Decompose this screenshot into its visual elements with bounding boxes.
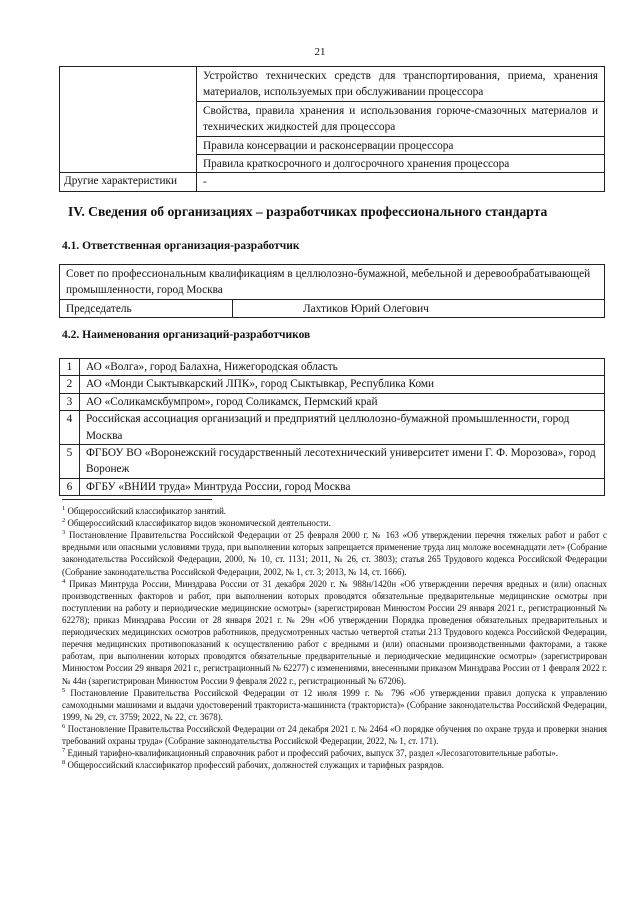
table-cell-label: Другие характеристики — [60, 173, 197, 191]
footnote-marker: 4 — [62, 577, 66, 585]
table-row — [60, 411, 605, 445]
row-number: 2 — [60, 376, 80, 393]
table-cell-label — [60, 67, 197, 173]
row-number: 4 — [60, 411, 80, 445]
footnote-marker: 1 — [62, 505, 66, 513]
table-row — [60, 393, 605, 410]
footnote-text: Общероссийский классификатор занятий. — [67, 506, 227, 516]
footnote-text: Единый тарифно-квалификационный справочник работ и профессий рабочих, выпуск 37, раздел «Лесозаготовительные работы». — [67, 748, 558, 759]
developers-title: 4.2. Наименования организаций-разработчиков — [62, 329, 311, 341]
footnote-marker: 8 — [62, 759, 66, 767]
footnote — [62, 723, 607, 747]
footnote-text: Постановление Правительства Российской Федерации от 25 февраля 2000 г. № 163 «Об утверждении перечня тяжелых работ и работ с вредными или опасными условиями труда, при выполнении которых запрещается применение труда лиц моложе восемнадцати лет» (Собрание законодательства Российской Федерации, 2000, № 10, ст. 1131; 2011, № 26, ст. 3803); статья 265 Трудового кодекса Российской Федерации (Собрание законодательства Российской Федерации, 2002, № 1, ст. 3; 2013, № 14, ст. 1666). — [62, 530, 607, 577]
footnote-marker: 3 — [62, 529, 66, 537]
footnote-marker: 6 — [62, 723, 66, 730]
developer-name: Российская ассоциация организаций и предприятий целлюлозно-бумажной промышленности, город Москва — [80, 411, 605, 445]
row-number: 5 — [60, 444, 80, 478]
footnotes — [62, 505, 607, 771]
footnote-marker: 7 — [62, 747, 66, 755]
footnote-marker: 5 — [62, 686, 66, 694]
footnote — [62, 529, 607, 577]
top-characteristics-table — [59, 66, 605, 192]
table-row — [60, 173, 605, 191]
footnote-text: Постановление Правительства Российской Федерации от 12 июля 1999 г. № 796 «Об утверждении правил допуска к управлению самоходными машинами и выдачи удостоверений тракториста-машиниста (тракториста)» (Собрание законодательства Российской Федерации, 1999, № 29, ст. 3759; 2022, № 22, ст. 3678). — [62, 687, 608, 722]
table-cell-text: Правила краткосрочного и долгосрочного хранения процессора — [197, 154, 605, 172]
footnote — [62, 759, 607, 771]
table-row — [60, 478, 605, 495]
row-number: 6 — [60, 478, 80, 495]
chair-name: Лахтиков Юрий Олегович — [233, 299, 605, 317]
table-cell-text: Свойства, правила хранения и использования горюче-смазочных материалов и технических жидкостей для процессора — [197, 101, 605, 136]
developer-name: ФГБУ «ВНИИ труда» Минтруда России, город Москва — [80, 478, 605, 495]
table-row — [60, 299, 605, 317]
row-number: 3 — [60, 393, 80, 410]
table-row — [60, 376, 605, 393]
table-row — [60, 444, 605, 478]
developer-name: АО «Монди Сыктывкарский ЛПК», город Сыктывкар, Республика Коми — [80, 376, 605, 393]
footnote-text: Общероссийский классификатор видов экономической деятельности. — [67, 518, 331, 529]
table-cell-text: Устройство технических средств для транспортирования, приема, хранения материалов, используемых при обслуживании процессора — [197, 67, 605, 102]
footnote — [62, 578, 607, 687]
footnote-text: Общероссийский классификатор профессий рабочих, должностей служащих и тарифных разрядов. — [67, 760, 444, 771]
footnote-text: Постановление Правительства Российской Федерации от 24 декабря 2021 г. № 2464 «О порядке обучения по охране труда и проверки знания требований охраны труда» (Собрание законодательства Российской Федерации, 2022, № 1, ст. 171). — [62, 723, 608, 747]
footnote — [62, 687, 607, 723]
table-row — [60, 67, 605, 102]
footnote — [62, 747, 607, 759]
section-title: IV. Сведения об организациях – разработчиках профессионального стандарта — [68, 204, 548, 219]
footnote-text: Приказ Минтруда России, Минздрава России от 31 декабря 2020 г. № 988н/1420н «Об утверждении перечня вредных и (или) опасных производственных факторов и работ, при выполнении которых проводятся обязательные предварительные медицинские осмотры при поступлении на работу и периодические медицинские осмотры» (зарегистрирован Минюстом России 29 января 2021 г., регистрационный № 62278); приказ Минздрава России от 28 января 2021 г. № 29н «Об утверждении Порядка проведения обязательных предварительных и периодических медицинских осмотров работников, предусмотренных частью четвертой статьи 213 Трудового кодекса Российской Федерации, перечня медицинских противопоказаний к осуществлению работ с вредными и (или) опасными производственными факторами, а также работам, при выполнении которых проводятся обязательные предварительные и периодические медицинские осмотры» (зарегистрирован Минюстом России 29 января 2021 г., регистрационный № 62277) с изменениями, внесенными приказом Минздрава России от 1 февраля 2022 г. № 44н (зарегистрирован Минюстом России 9 февраля 2022 г., регистрационный № 67206). — [62, 578, 607, 686]
table-cell-text: - — [197, 173, 605, 191]
row-number: 1 — [60, 359, 80, 376]
developer-name: ФГБОУ ВО «Воронежский государственный лесотехнический университет имени Г. Ф. Морозова», город Воронеж — [80, 444, 605, 478]
footnote — [62, 517, 607, 529]
footnote-marker: 2 — [62, 517, 66, 525]
responsible-org-table — [59, 264, 605, 318]
footnote — [62, 505, 607, 517]
table-row — [60, 265, 605, 300]
developer-name: АО «Соликамскбумпром», город Соликамск, Пермский край — [80, 393, 605, 410]
page-number: 21 — [314, 46, 326, 58]
developer-name: АО «Волга», город Балахна, Нижегородская область — [80, 359, 605, 376]
developers-table — [59, 358, 605, 496]
table-cell-text: Правила консервации и расконсервации процессора — [197, 136, 605, 154]
chair-label: Председатель — [60, 299, 233, 317]
table-row — [60, 359, 605, 376]
organization-name: Совет по профессиональным квалификациям в целлюлозно-бумажной, мебельной и деревообрабатывающей промышленности, город Москва — [60, 265, 605, 300]
footnote-divider — [62, 499, 212, 500]
responsible-org-title: 4.1. Ответственная организация-разработчик — [62, 240, 300, 252]
